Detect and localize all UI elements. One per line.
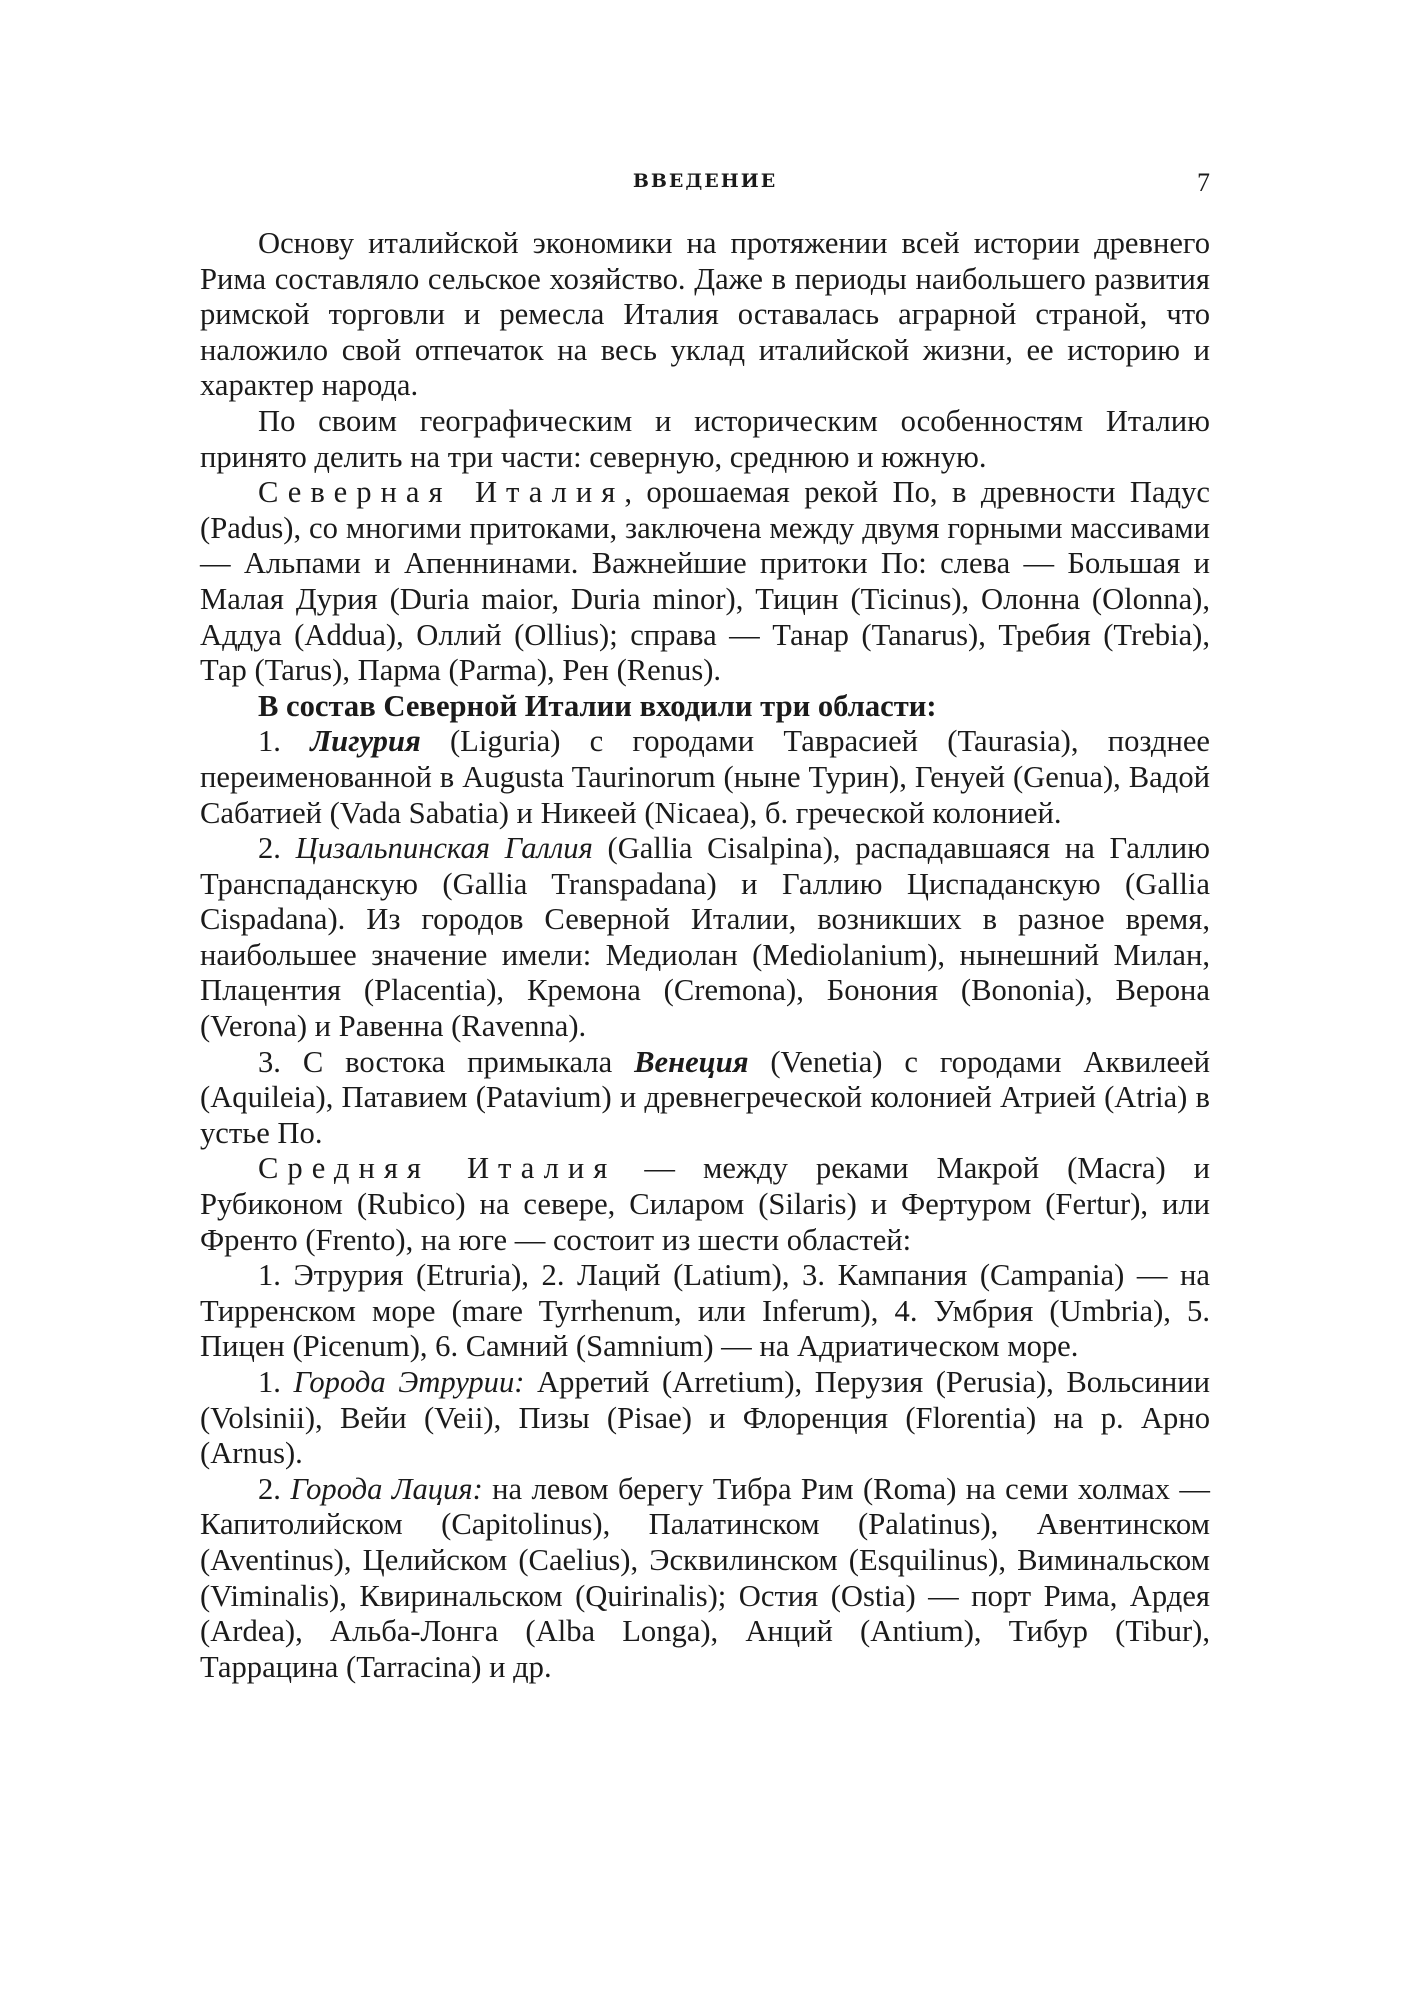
item-number: 2. <box>258 1471 291 1506</box>
item-number: 1. <box>258 724 311 759</box>
item-number: 1. <box>258 1365 294 1399</box>
running-title: ВВЕДЕНИЕ <box>632 170 778 192</box>
area-name-gallia: Цизальпинская Галлия <box>295 831 593 866</box>
region-heading-middle: Средняя Италия <box>258 1151 617 1186</box>
cities-heading-latium: Города Лация: <box>290 1471 483 1506</box>
body-text <box>200 226 1210 1685</box>
paragraph <box>200 1472 1210 1686</box>
area-name-liguria: Лигурия <box>310 724 421 759</box>
paragraph <box>200 724 1210 831</box>
paragraph-text: По своим географическим и историческим особенностям Италию принято делить на три части: северную, среднюю и южную. <box>200 403 1210 474</box>
item-number: 2. <box>258 831 296 866</box>
cities-heading-etruria: Города Этрурии: <box>293 1365 525 1399</box>
paragraph <box>200 1045 1210 1152</box>
paragraph-text: 1. Этрурия (Etruria), 2. Лаций (Latium), 3. Кампания (Campania) — на Тирренском море (mare Tyrrhenum, или Inferum), 4. Умбрия (Umbria), 5. Пицен (Picenum), 6. Самний (Samnium) — на Адриатическом море. <box>200 1258 1210 1364</box>
paragraph-text: , орошаемая рекой По, в древности Падус (Padus), со многими притоками, заключена между двумя горными массивами — Альпами и Апеннинами. Важнейшие притоки По: слева — Большая и Малая Дурия (Duria maior, Duria minor), Тицин (Ticinus), Олонна (Olonna), Аддуа (Addua), Оллий (Ollius); справа — Танар (Tanarus), Требия (Trebia), Тар (Tarus), Парма (Parma), Рен (Renus). <box>200 475 1210 688</box>
paragraph <box>200 404 1210 475</box>
paragraph <box>200 475 1210 689</box>
paragraph <box>200 1151 1210 1258</box>
page-number: 7 <box>1197 168 1210 197</box>
paragraph <box>200 831 1210 1045</box>
paragraph-text: Арретий (Arretium), Перузия (Perusia), Вольсинии (Volsinii), Вейи (Veii), Пизы (Pisae) и Флоренция (Florentia) на р. Арно (Arnus). <box>200 1365 1210 1471</box>
running-head <box>200 170 1210 206</box>
paragraph-text: (Venetia) с городами Аквилеей (Aquileia), Патавием (Patavium) и древнегреческой колонией Атрией (Atria) в устье По. <box>200 1044 1210 1150</box>
paragraph <box>200 226 1210 404</box>
area-name-venetia: Венеция <box>634 1044 749 1079</box>
item-number: 3. С востока примыкала <box>258 1044 635 1079</box>
paragraph-text: Основу италийской экономики на протяжении всей истории древнего Рима составляло сельское хозяйство. Даже в периоды наибольшего развития римской торговли и ремесла Италия оставалась аграрной страной, что наложило свой отпечаток на весь уклад италийской жизни, ее историю и характер народа. <box>200 226 1210 403</box>
paragraph <box>200 689 1210 725</box>
paragraph <box>200 1365 1210 1472</box>
paragraph-text: на левом берегу Тибра Рим (Roma) на семи холмах — Капитолийском (Capitolinus), Палатинском (Palatinus), Авентинском (Aventinus), Целийском (Caelius), Эсквилинском (Esquilinus), Виминальском (Viminalis), Квиринальском (Quirinalis); Остия (Ostia) — порт Рима, Ардея (Ardea), Альба-Лонга (Alba Longa), Анций (Antium), Тибур (Tibur), Таррацина (Tarracina) и др. <box>200 1471 1211 1684</box>
paragraph-text: (Gallia Cisalpina), распадавшаяся на Галлию Транспаданскую (Gallia Transpadana) и Галлию Циспаданскую (Gallia Cispadana). Из городов Северной Италии, возникших в разное время, наибольшее значение имели: Медиолан (Mediolanium), нынешний Милан, Плацентия (Placentia), Кремона (Cremona), Бонония (Bononia), Верона (Verona) и Равенна (Ravenna). <box>200 831 1211 1044</box>
paragraph-text: В состав Северной Италии входили три области: <box>258 688 937 723</box>
paragraph <box>200 1258 1210 1365</box>
paragraph-text: (Liguria) с городами Таврасией (Taurasia), позднее переименованной в Augusta Taurinorum (ныне Турин), Генуей (Genua), Вадой Сабатией (Vada Sabatia) и Никеей (Nicaea), б. греческой колонией. <box>200 724 1211 830</box>
paragraph-text: — между реками Макрой (Macra) и Рубиконом (Rubico) на севере, Силаром (Silaris) и Фертуром (Fertur), или Френто (Frento), на юге — состоит из шести областей: <box>200 1151 1211 1257</box>
region-heading-north: Северная Италия <box>258 475 625 510</box>
